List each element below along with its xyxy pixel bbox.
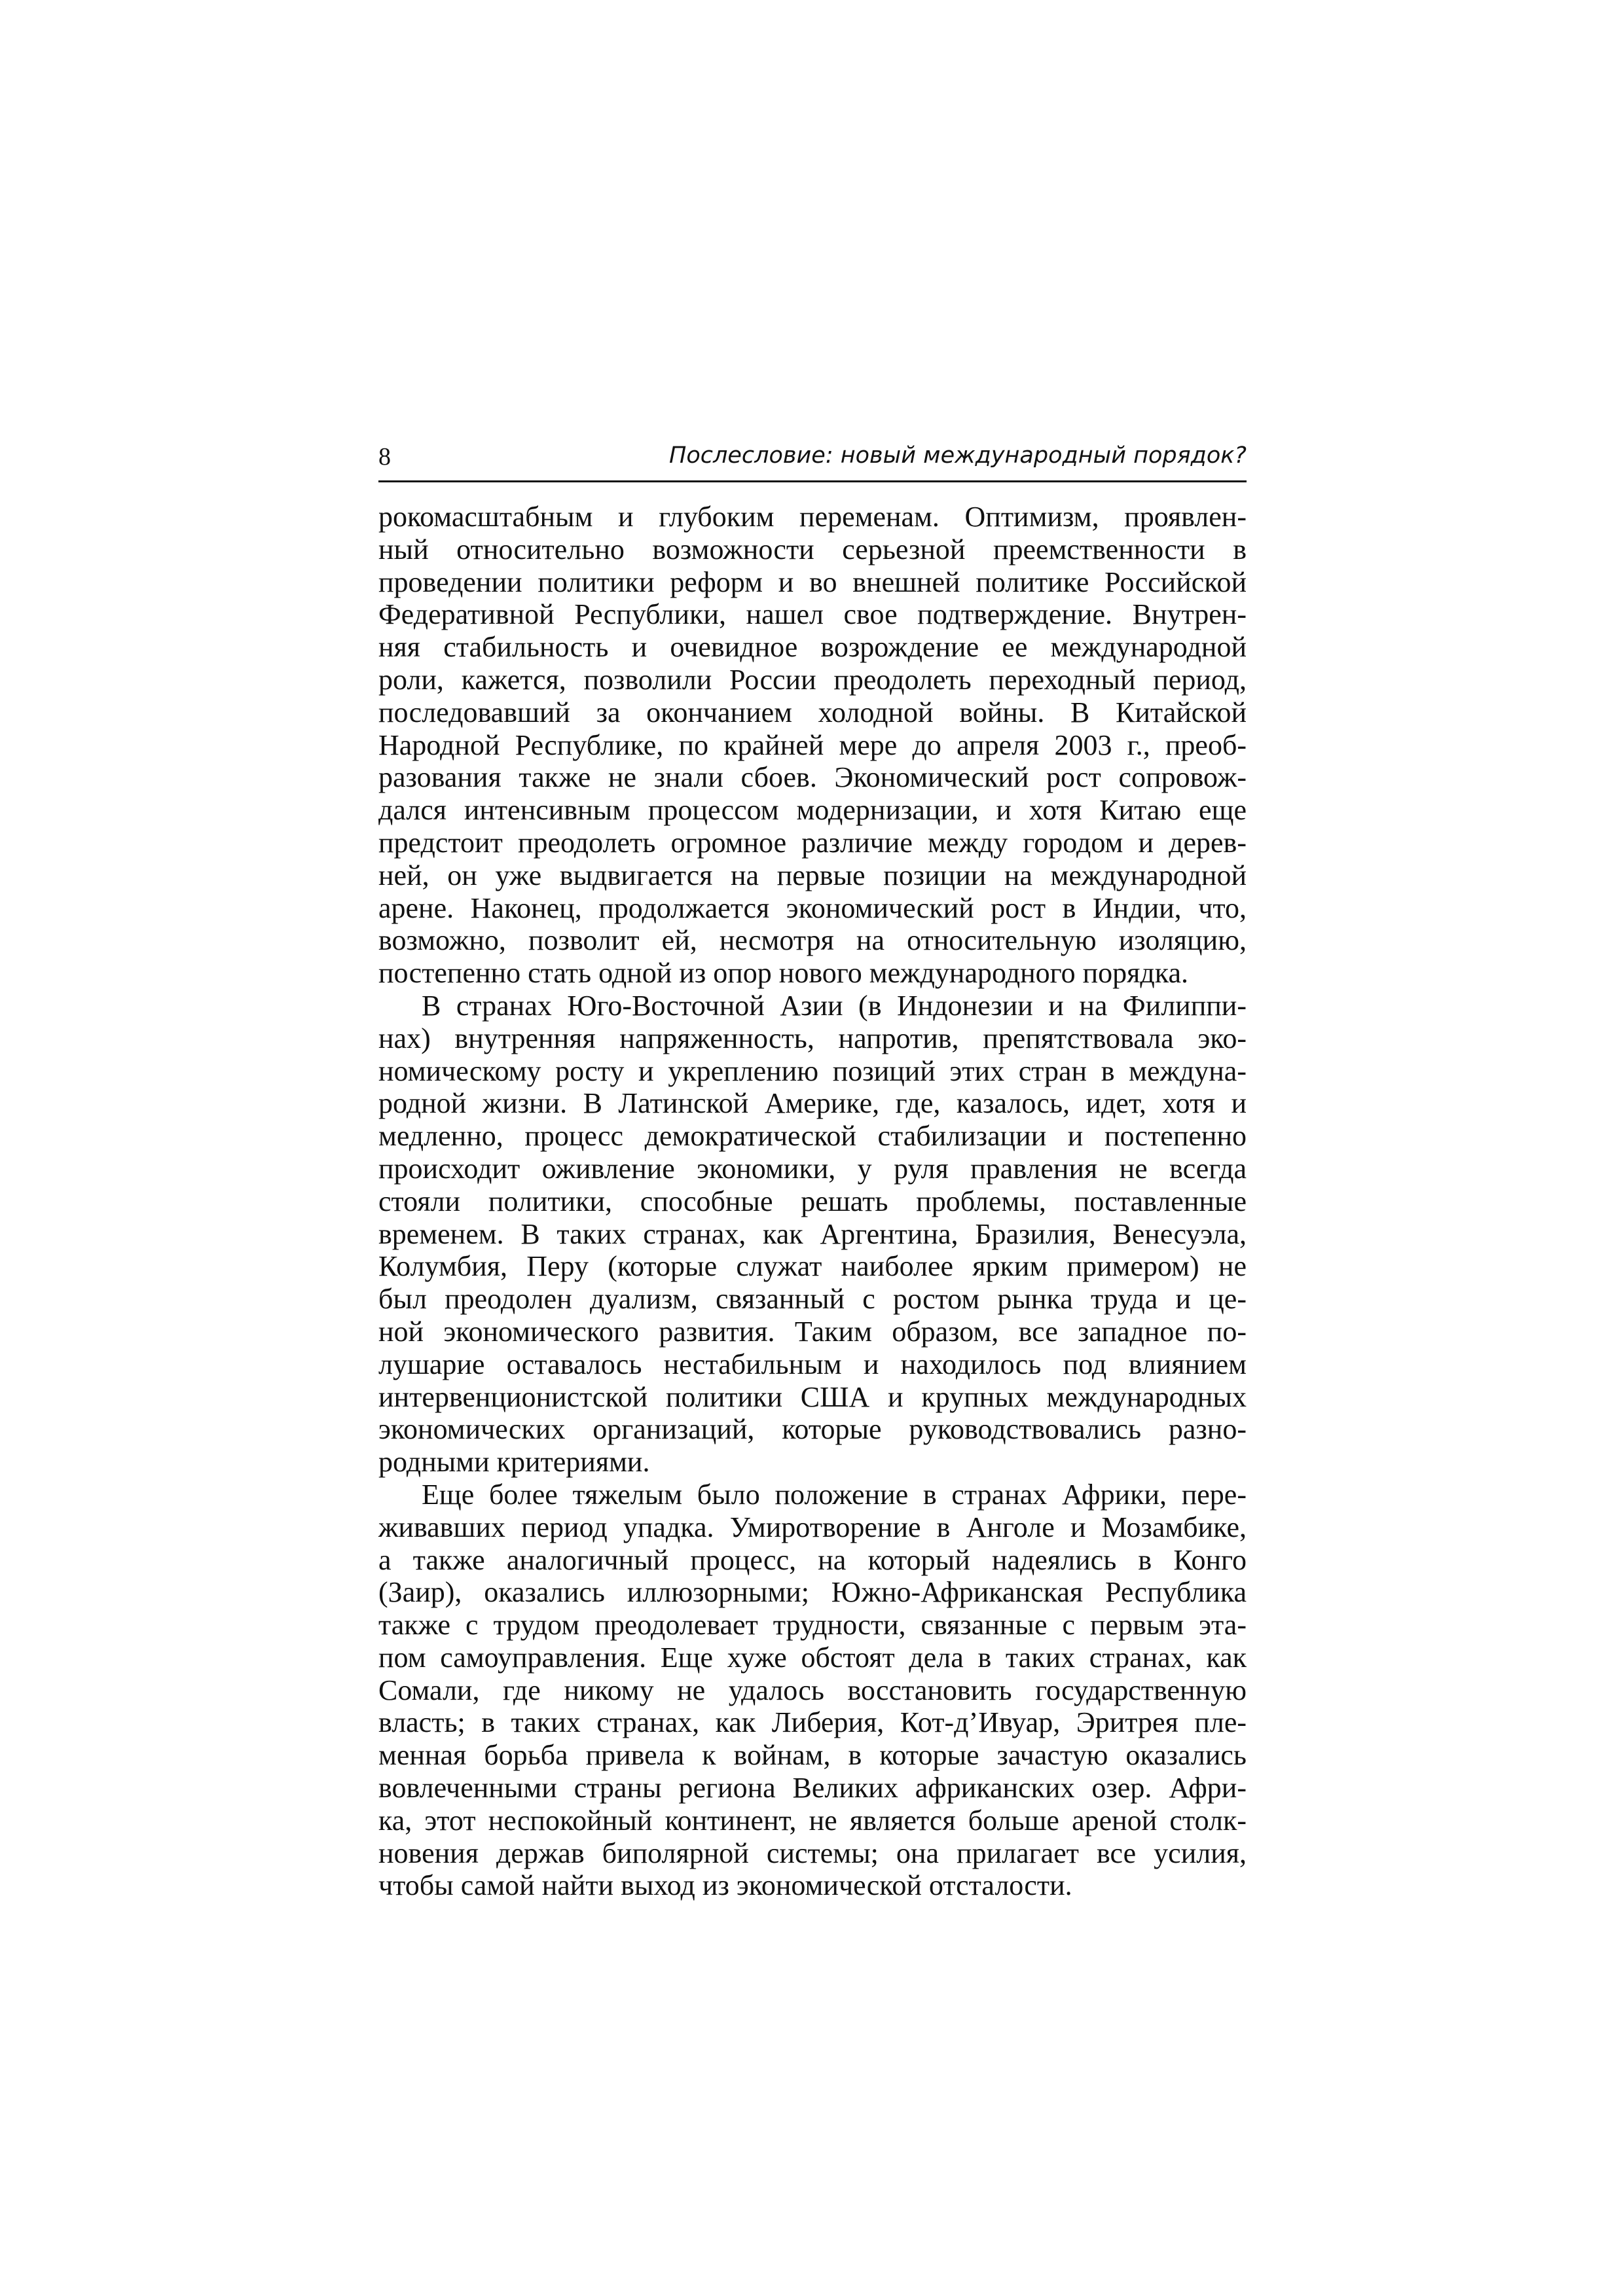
text-line: Сомали, где никому не удалось восстановить государственную bbox=[378, 1674, 1247, 1706]
text-line: няя стабильность и очевидное возрождение ее международной bbox=[378, 631, 1247, 664]
text-line: арене. Наконец, продолжается экономический рост в Индии, что, bbox=[378, 891, 1247, 924]
text-line: Еще более тяжелым было положение в странах Африки, пере- bbox=[422, 1478, 1247, 1511]
text-line: возможно, позволит ей, несмотря на относительную изоляцию, bbox=[378, 924, 1247, 957]
text-line: вовлеченными страны региона Великих африканских озер. Афри- bbox=[378, 1772, 1247, 1804]
text-line: (Заир), оказались иллюзорными; Южно-Африканская Республика bbox=[378, 1576, 1247, 1609]
text-line: номическому росту и укреплению позиций этих стран в междуна- bbox=[378, 1054, 1247, 1087]
text-line: был преодолен дуализм, связанный с ростом рынка труда и це- bbox=[378, 1283, 1247, 1316]
text-line: также с трудом преодолевает трудности, связанные с первым эта- bbox=[378, 1609, 1247, 1641]
text-line: лушарие оставалось нестабильным и находилось под влиянием bbox=[378, 1348, 1247, 1380]
paragraph-3 bbox=[378, 1479, 1247, 1902]
text-line: Народной Республике, по крайней мере до апреля 2003 г., преоб- bbox=[378, 728, 1247, 761]
running-title: Послесловие: новый международный порядок? bbox=[669, 442, 1247, 469]
text-line: В странах Юго-Восточной Азии (в Индонезии и на Филиппи- bbox=[422, 989, 1247, 1022]
text-line: интервенционистской политики США и крупных международных bbox=[378, 1380, 1247, 1413]
running-header bbox=[378, 442, 1247, 482]
text-line: предстоит преодолеть огромное различие между городом и дерев- bbox=[378, 826, 1247, 859]
text-line: живавших период упадка. Умиротворение в Анголе и Мозамбике, bbox=[378, 1511, 1247, 1543]
text-line: временем. В таких странах, как Аргентина, Бразилия, Венесуэла, bbox=[378, 1217, 1247, 1250]
text-line: власть; в таких странах, как Либерия, Кот-д’Ивуар, Эритрея пле- bbox=[378, 1706, 1247, 1739]
text-line: ка, этот неспокойный континент, не является больше ареной столк- bbox=[378, 1804, 1247, 1837]
text-line: стояли политики, способные решать проблемы, поставленные bbox=[378, 1185, 1247, 1217]
text-line: рокомасштабным и глубоким переменам. Оптимизм, проявлен- bbox=[378, 501, 1247, 533]
page-number: 8 bbox=[378, 443, 391, 471]
text-line: разования также не знали сбоев. Экономический рост сопровож- bbox=[378, 761, 1247, 794]
paragraph-1 bbox=[378, 501, 1247, 990]
text-line: проведении политики реформ и во внешней политике Российской bbox=[378, 565, 1247, 598]
text-line: ной экономического развития. Таким образом, все западное по- bbox=[378, 1315, 1247, 1348]
text-line: дался интенсивным процессом модернизации, и хотя Китаю еще bbox=[378, 794, 1247, 827]
paragraph-2 bbox=[378, 990, 1247, 1479]
text-line: новения держав биполярной системы; она прилагает все усилия, bbox=[378, 1837, 1247, 1869]
text-line: происходит оживление экономики, у руля правления не всегда bbox=[378, 1152, 1247, 1185]
text-line: родными критериями. bbox=[378, 1446, 650, 1479]
text-line: менная борьба привела к войнам, в которые зачастую оказались bbox=[378, 1739, 1247, 1772]
text-line: Колумбия, Перу (которые служат наиболее ярким примером) не bbox=[378, 1250, 1247, 1283]
text-line: пом самоуправления. Еще хуже обстоят дела в таких странах, как bbox=[378, 1641, 1247, 1674]
text-line: ней, он уже выдвигается на первые позиции на международной bbox=[378, 859, 1247, 891]
text-line: родной жизни. В Латинской Америке, где, казалось, идет, хотя и bbox=[378, 1087, 1247, 1120]
body-text bbox=[378, 501, 1247, 1902]
text-line: ный относительно возможности серьезной преемственности в bbox=[378, 533, 1247, 565]
text-line: нах) внутренняя напряженность, напротив, препятствовала эко- bbox=[378, 1022, 1247, 1054]
text-line: последовавший за окончанием холодной войны. В Китайской bbox=[378, 696, 1247, 728]
text-line: постепенно стать одной из опор нового международного порядка. bbox=[378, 957, 1189, 990]
text-line: Федеративной Республики, нашел свое подтверждение. Внутрен- bbox=[378, 598, 1247, 631]
text-line: чтобы самой найти выход из экономической отсталости. bbox=[378, 1869, 1072, 1902]
text-line: а также аналогичный процесс, на который надеялись в Конго bbox=[378, 1543, 1247, 1576]
text-line: роли, кажется, позволили России преодолеть переходный период, bbox=[378, 663, 1247, 696]
text-line: медленно, процесс демократической стабилизации и постепенно bbox=[378, 1120, 1247, 1153]
text-line: экономических организаций, которые руководствовались разно- bbox=[378, 1413, 1247, 1446]
